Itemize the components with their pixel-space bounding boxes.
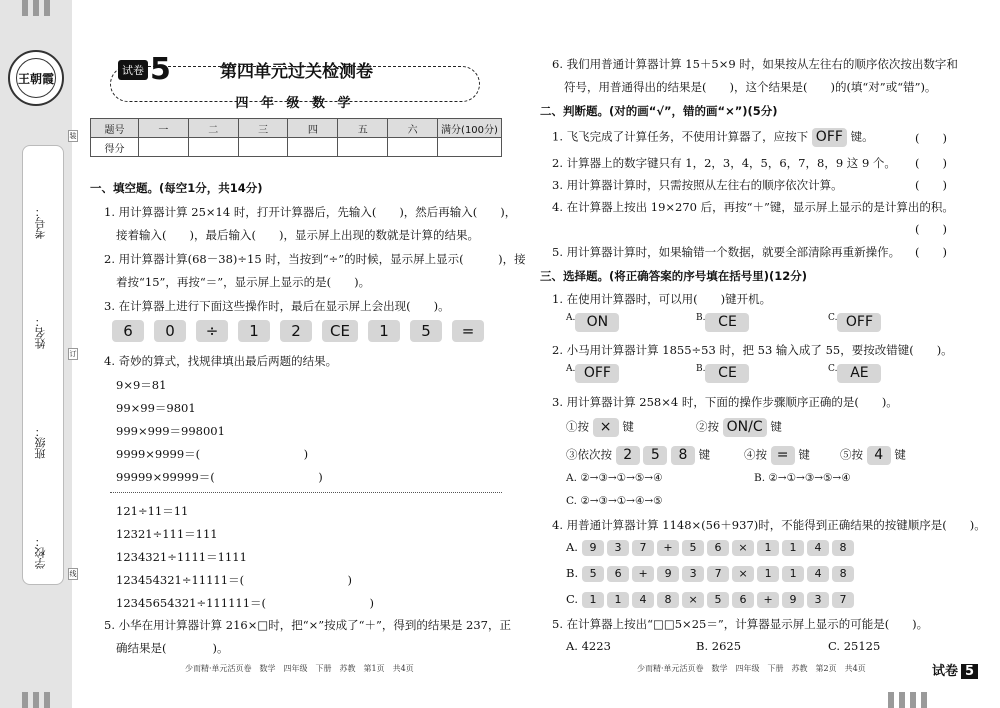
- choice-2: 2. 小马用计算器计算 1855÷53 时，把 53 输入成了 55，要按改错键( )。: [552, 343, 953, 357]
- footer-left: 少而精·单元活页卷 数学 四年级 下册 苏教 第1页 共4页: [185, 664, 414, 673]
- choice-3-opt-b: B. ②→①→③→⑤→④: [754, 472, 851, 484]
- off-key: OFF: [812, 128, 847, 147]
- calc-key: 1: [757, 540, 779, 556]
- score-header-cell: 二: [188, 119, 238, 138]
- q3-keys: [112, 320, 484, 342]
- pattern-b-5: 12345654321÷111111＝( ): [116, 596, 374, 610]
- calc-key: 5: [707, 592, 729, 608]
- dotted-divider: [110, 492, 502, 493]
- page-title: 第四单元过关检测卷: [220, 62, 373, 82]
- choice-4: 4. 用普通计算器计算 1148×(56＋937)时，不能得到正确结果的按键顺序是( )。: [552, 518, 986, 532]
- calc-key: 7: [632, 540, 654, 556]
- score-cell[interactable]: [188, 138, 238, 157]
- calc-key: 3: [807, 592, 829, 608]
- step-label: ②按: [696, 419, 719, 434]
- badge-label: 试卷: [118, 60, 148, 80]
- calc-key: 8: [657, 592, 679, 608]
- choice-3-opt-c: C. ②→③→①→④→⑤: [566, 495, 663, 507]
- answer-paren[interactable]: ( ): [915, 222, 947, 236]
- score-cell[interactable]: [438, 138, 502, 157]
- calc-key: +: [657, 540, 679, 556]
- choice-1-opt-c: [828, 313, 881, 332]
- option-letter: C.: [828, 313, 838, 323]
- choice-4-row-a: [566, 540, 857, 556]
- bind-mark-3: 线: [69, 570, 77, 578]
- choice-1: 1. 在使用计算器时，可以用( )键开机。: [552, 292, 772, 306]
- page-subtitle: 四 年 级 数 学: [235, 96, 355, 111]
- ce-key: CE: [705, 364, 749, 383]
- option-letter: B.: [696, 313, 706, 323]
- exam-badge: [118, 52, 171, 87]
- title-area: [110, 44, 480, 111]
- pattern-a-4: 9999×9999＝( ): [116, 447, 309, 461]
- score-header-cell: 三: [238, 119, 288, 138]
- calc-key: 8: [832, 540, 854, 556]
- calc-key: ×: [732, 540, 754, 556]
- step-end: 键: [698, 447, 711, 462]
- judge-1-text: 1. 飞飞完成了计算任务，不使用计算器了，应按下: [552, 129, 809, 144]
- choice-1-opt-a: [566, 313, 619, 332]
- choice-1-opt-b: [696, 313, 749, 332]
- score-cell[interactable]: [288, 138, 338, 157]
- calc-key: 9: [782, 592, 804, 608]
- option-letter: B.: [696, 364, 706, 374]
- step-5: [840, 446, 906, 465]
- top-bars: [22, 0, 55, 19]
- pattern-a-2: 99×99＝9801: [116, 401, 196, 415]
- bottom-bars-right: [888, 692, 932, 708]
- calc-key: 1: [607, 592, 629, 608]
- choice-5: 5. 在计算器上按出“□□5×25＝”，计算器显示屏上显示的可能是( )。: [552, 617, 929, 631]
- calc-key: 5: [643, 446, 667, 465]
- calc-key: ×: [682, 592, 704, 608]
- logo-text: 王朝霞: [16, 58, 56, 98]
- option-letter: A.: [566, 364, 576, 374]
- calc-key: 5: [682, 540, 704, 556]
- calc-key: 9: [657, 566, 679, 582]
- calc-key: 1: [238, 320, 270, 342]
- name-label: 姓名：: [34, 316, 47, 349]
- pattern-a-3: 999×999＝998001: [116, 424, 225, 438]
- calc-key: 6: [112, 320, 144, 342]
- calc-key: 8: [671, 446, 695, 465]
- student-info-box: [22, 145, 64, 585]
- section-1-heading: 一、填空题。(每空1分，共14分): [90, 181, 263, 195]
- section-2-heading: 二、判断题。(对的画“√”，错的画“×”)(5分): [540, 104, 778, 118]
- on-key: ON: [575, 313, 619, 332]
- calc-key: 6: [707, 540, 729, 556]
- calc-key: 6: [607, 566, 629, 582]
- step-label: ④按: [744, 447, 767, 462]
- q6-line-2: 符号，用普通得出的结果是( )，这个结果是( )的(填“对”或“错”)。: [564, 80, 937, 94]
- answer-paren[interactable]: ( ): [915, 131, 947, 145]
- judge-1: [552, 128, 874, 147]
- binding-strip: [0, 0, 72, 708]
- pattern-b-2: 12321÷111＝111: [116, 527, 218, 541]
- calc-key: +: [632, 566, 654, 582]
- choice-3: 3. 用计算器计算 258×4 时，下面的操作步骤顺序正确的是( )。: [552, 395, 898, 409]
- choice-4-row-b: [566, 566, 857, 582]
- calc-key: 4: [867, 446, 891, 465]
- badge-number: 5: [150, 52, 171, 87]
- publisher-logo: [8, 50, 64, 106]
- choice-2-opt-c: [828, 364, 881, 383]
- pattern-a-5: 99999×99999＝( ): [116, 470, 323, 484]
- option-letter: A.: [566, 540, 578, 554]
- calc-key: =: [452, 320, 484, 342]
- calc-key: 5: [410, 320, 442, 342]
- score-header-cell: 五: [338, 119, 388, 138]
- q6-line-1: 6. 我们用普通计算器计算 15＋5×9 时，如果按从左往右的顺序依次按出数字和: [552, 57, 958, 71]
- judge-2: 2. 计算器上的数字键只有 1，2，3，4，5，6，7，8，9 这 9 个。: [552, 156, 896, 170]
- equals-key: =: [771, 446, 795, 465]
- calc-key: CE: [322, 320, 358, 342]
- calc-key: ×: [732, 566, 754, 582]
- calc-key: 1: [368, 320, 400, 342]
- q5-line-2: 确结果是( )。: [116, 641, 229, 655]
- ce-key: CE: [705, 313, 749, 332]
- off-key: OFF: [575, 364, 619, 383]
- bind-mark-2: 订: [69, 350, 77, 358]
- calc-key: 4: [632, 592, 654, 608]
- section-3-heading: 三、选择题。(将正确答案的序号填在括号里)(12分): [540, 269, 808, 283]
- footer-right: 少而精·单元活页卷 数学 四年级 下册 苏教 第2页 共4页: [637, 664, 866, 673]
- calc-key: 3: [607, 540, 629, 556]
- step-label: ⑤按: [840, 447, 863, 462]
- calc-key: 2: [616, 446, 640, 465]
- q5-line-1: 5. 小华在用计算器计算 216×□时，把“×”按成了“＋”，得到的结果是 237，正: [104, 618, 511, 632]
- calc-key: 1: [582, 592, 604, 608]
- corner-number: 5: [961, 664, 978, 679]
- calc-key: 8: [832, 566, 854, 582]
- calc-key: 4: [807, 540, 829, 556]
- answer-paren[interactable]: ( ): [915, 156, 947, 170]
- pattern-b-4: 123454321÷11111＝( ): [116, 573, 353, 587]
- bind-mark-1: 装: [69, 132, 77, 140]
- q2-line-1: 2. 用计算器计算(68－38)÷15 时，当按到“÷”的时候，显示屏上显示( )，接: [104, 252, 526, 266]
- pattern-a-1: 9×9＝81: [116, 378, 167, 392]
- option-letter: C.: [828, 364, 838, 374]
- calc-key: 0: [154, 320, 186, 342]
- calc-key: 7: [832, 592, 854, 608]
- answer-paren[interactable]: ( ): [915, 178, 947, 192]
- step-label: ③依次按: [566, 447, 612, 462]
- bottom-bars-left: [22, 692, 55, 708]
- judge-5: 5. 用计算器计算时，如果输错一个数据，就要全部清除再重新操作。: [552, 245, 901, 259]
- calc-key: 5: [582, 566, 604, 582]
- score-cell[interactable]: [139, 138, 189, 157]
- step-2: [696, 418, 782, 437]
- judge-4: 4. 在计算器上按出 19×270 后，再按“＋”键，显示屏上显示的是计算出的积。: [552, 200, 954, 214]
- step-end: 键: [894, 447, 906, 462]
- choice-2-opt-a: [566, 364, 619, 383]
- q2-line-2: 着按“15”，再按“＝”，显示屏上显示的是( )。: [116, 275, 371, 289]
- step-1: [566, 418, 634, 437]
- calc-key: 1: [782, 540, 804, 556]
- score-header-cell: 四: [288, 119, 338, 138]
- corner-label: 试卷: [932, 664, 959, 679]
- on-c-key: ON/C: [723, 418, 767, 437]
- score-header-cell: 六: [388, 119, 438, 138]
- class-label: 班级：: [34, 426, 47, 459]
- score-row-label: 得分: [91, 138, 139, 157]
- choice-4-row-c: [566, 592, 857, 608]
- q4-text: 4. 奇妙的算式，找规律填出最后两题的结果。: [104, 354, 338, 368]
- school-label: 学校：: [34, 536, 47, 569]
- calc-key: +: [757, 592, 779, 608]
- step-label: ①按: [566, 419, 589, 434]
- step-3: [566, 446, 710, 465]
- choice-3-opt-a: A. ②→③→①→⑤→④: [566, 472, 663, 484]
- calc-key: 6: [732, 592, 754, 608]
- score-table: [90, 118, 502, 157]
- calc-key: 9: [582, 540, 604, 556]
- judge-1-end: 键。: [850, 129, 874, 144]
- choice-5-opt-a: A. 4223: [566, 639, 611, 653]
- choice-5-opt-b: B. 2625: [696, 639, 742, 653]
- pattern-b-3: 1234321÷1111＝1111: [116, 550, 247, 564]
- step-end: 键: [798, 447, 810, 462]
- multiply-key: ×: [593, 418, 619, 437]
- q3-text: 3. 在计算器上进行下面这些操作时，最后在显示屏上会出现( )。: [104, 299, 450, 313]
- choice-5-opt-c: C. 25125: [828, 639, 881, 653]
- calc-key: 2: [280, 320, 312, 342]
- score-header-cell: 题号: [91, 119, 139, 138]
- score-cell[interactable]: [338, 138, 388, 157]
- answer-paren[interactable]: ( ): [915, 245, 947, 259]
- calc-key: 4: [807, 566, 829, 582]
- calc-key: 3: [682, 566, 704, 582]
- ae-key: AE: [837, 364, 881, 383]
- q1-line-1: 1. 用计算器计算 25×14 时，打开计算器后，先输入( )，然后再输入( )，: [104, 205, 517, 219]
- calc-key: 1: [782, 566, 804, 582]
- step-end: 键: [770, 419, 782, 434]
- pattern-b-1: 121÷11＝11: [116, 504, 189, 518]
- score-header-cell: 满分(100分): [438, 119, 502, 138]
- step-end: 键: [622, 419, 634, 434]
- score-cell[interactable]: [238, 138, 288, 157]
- calc-key: 7: [707, 566, 729, 582]
- calc-key: ÷: [196, 320, 228, 342]
- option-letter: A.: [566, 313, 576, 323]
- option-letter: B.: [566, 566, 579, 580]
- score-header-cell: 一: [139, 119, 189, 138]
- judge-3: 3. 用计算器计算时，只需按照从左往右的顺序依次计算。: [552, 178, 843, 192]
- corner-badge: [932, 660, 978, 679]
- step-4: [744, 446, 810, 465]
- q1-line-2: 接着输入( )，最后输入( )，显示屏上出现的数就是计算的结果。: [116, 228, 479, 242]
- score-cell[interactable]: [388, 138, 438, 157]
- option-letter: C.: [566, 592, 579, 606]
- exam-number-label: 考号：: [34, 206, 47, 239]
- calc-key: 1: [757, 566, 779, 582]
- off-key: OFF: [837, 313, 881, 332]
- choice-2-opt-b: [696, 364, 749, 383]
